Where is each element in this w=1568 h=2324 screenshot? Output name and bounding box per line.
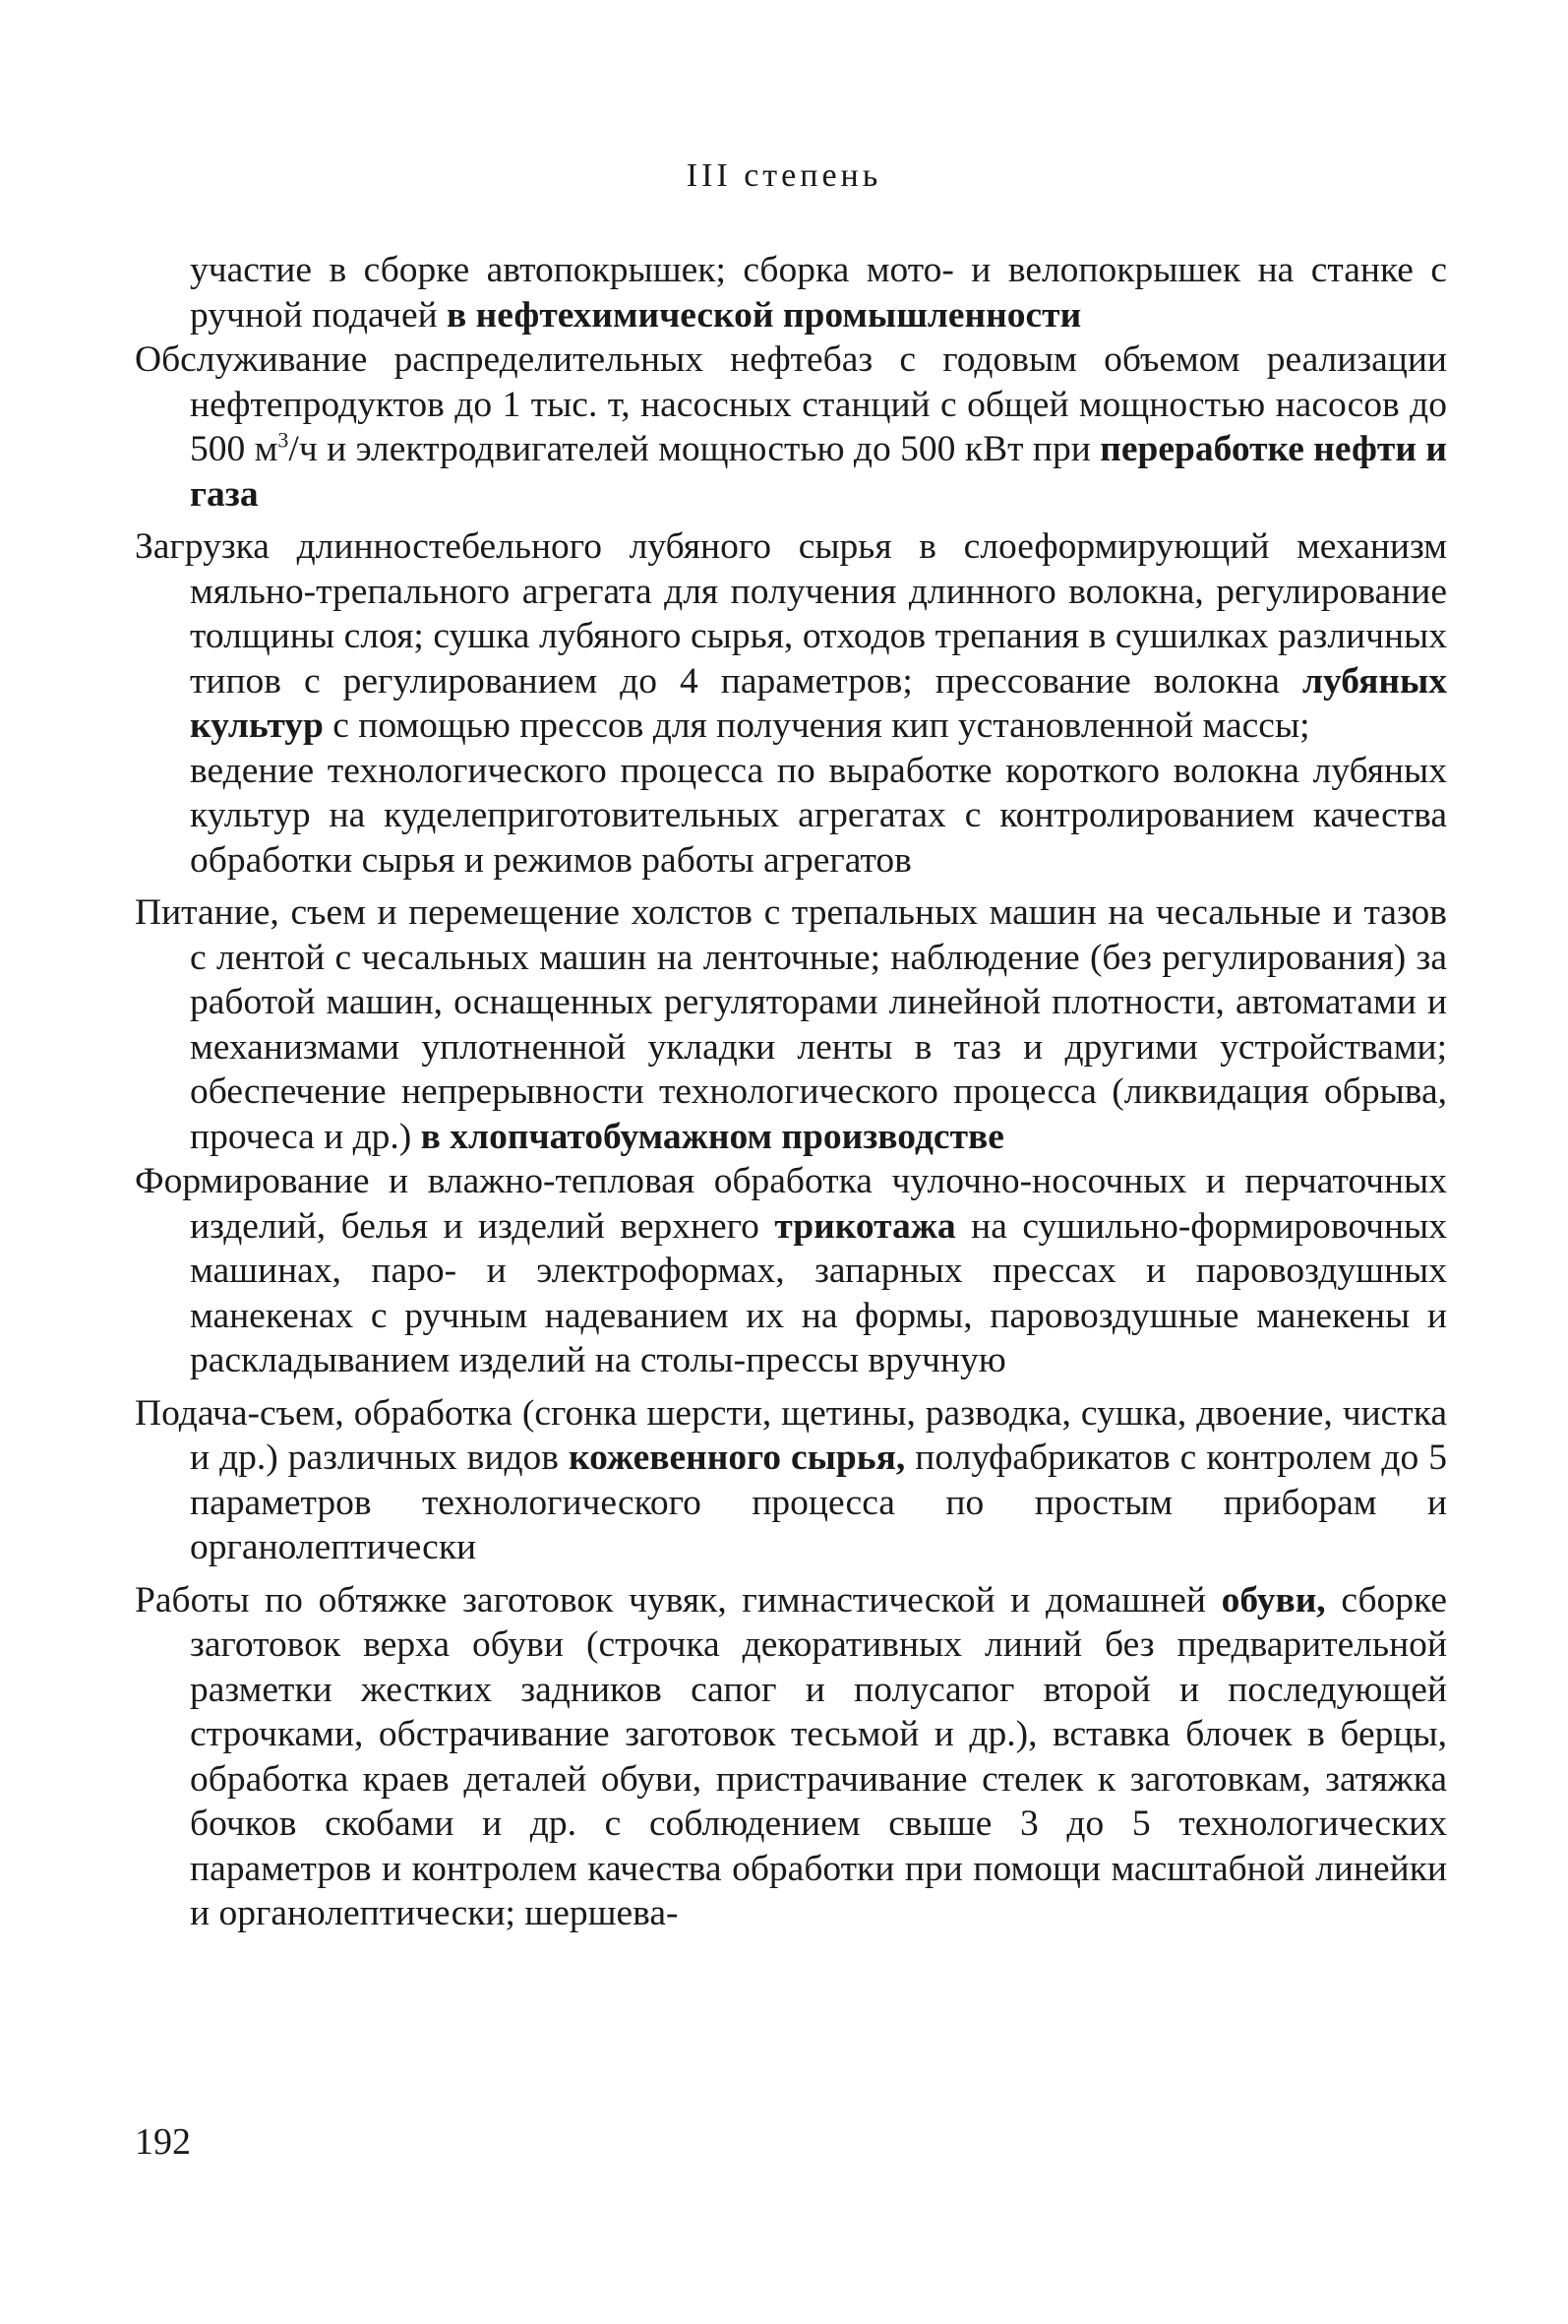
entry-cotton (135, 890, 1447, 1159)
paragraph-text: сборке заготовок верха обуви (строчка декоративных линий без предварительной разметки жестких задников сапог и полусапог второй и последующей строчками, обстрачивание заготовок тесьмой и др.), вставка блочек в берцы, обработка краев деталей обуви, пристрачивание стелек к заготовкам, затяжка бочков скобами и др. с соблюдением свыше 3 до 5 технологических параметров и контролем качества обработки при помощи масштабной линейки и органолептически; шершева- (190, 1579, 1447, 1933)
superscript: 3 (277, 427, 289, 453)
entry-bast-fiber-continued (135, 749, 1447, 884)
paragraph-text: Загрузка длинностебельного лубяного сырья в слоеформирующий механизм мяльно-трепального агрегата для получения длинного волокна, регулирование толщины слоя; сушка лубяного сырья, отходов трепания в сушилках различных типов с регулированием до 4 параметров; прессование волокна (135, 526, 1447, 702)
paragraph-text: Формирование и влажно-тепловая обработка чулочно-носочных и перчаточных изделий, белья и изделий верхнего (135, 1161, 1447, 1247)
paragraph-text: участие в сборке автопокрышек; сборка мото- и велопокрышек на станке с ручной подачей (190, 250, 1447, 336)
paragraph-text: /ч и электродвигателей мощностью до 500 кВт при (288, 429, 1101, 469)
industry-heading: в хлопчатобумажном производстве (420, 1116, 1004, 1157)
paragraph-text: ведение технологического процесса по выработке короткого волокна лубяных культур на куделеприготовительных агрегатах с контролированием качества обработки сырья и режимов работы агрегатов (190, 750, 1447, 881)
entry-leather (135, 1391, 1447, 1570)
entry-knitwear (135, 1159, 1447, 1383)
industry-heading: переработке нефти и газа (190, 429, 1447, 515)
paragraph-text: полуфабрикатов с контролем до 5 параметров технологического процесса по простым приборам и органолептически (190, 1437, 1448, 1567)
paragraph-text: Обслуживание распределительных нефтебаз с годовым объемом реализации нефтепродуктов до 1 тыс. т, насосных станций с общей мощностью насосов до 500 м (135, 339, 1447, 469)
page-number: 192 (135, 2121, 191, 2163)
industry-heading: лубяных культур (190, 660, 1447, 746)
entry-bast-fiber (135, 524, 1447, 749)
industry-heading: обуви, (1221, 1579, 1326, 1621)
paragraph-text: на сушильно-формировочных машинах, паро- и электроформах, запарных прессах и паровоздушных манекенах с ручным надеванием их на формы, паровоздушные манекены и раскладыванием изделий на столы-прессы вручную (190, 1205, 1448, 1380)
industry-heading: в нефтехимической промышленности (447, 294, 1082, 336)
running-head: III степень (686, 157, 882, 194)
paragraph-continuation (135, 248, 1447, 337)
paragraph-text: с помощью прессов для получения кип установленной массы; (323, 705, 1310, 746)
paragraph-text: Работы по обтяжке заготовок чувяк, гимнастической и домашней (135, 1579, 1222, 1621)
entry-footwear (135, 1578, 1447, 1936)
page-body (135, 248, 1447, 1936)
paragraph-text: Питание, съем и перемещение холстов с трепальных машин на чесальные и тазов с лентой с чесальных машин на ленточные; наблюдение (без регулирования) за работой машин, оснащенных регуляторами линейной плотности, автоматами и механизмами уплотненной укладки ленты в таз и другими устройствами; обеспечение непрерывности технологического процесса (ликвидация обрыва, прочеса и др.) (135, 892, 1447, 1157)
paragraph-text: Подача-съем, обработка (сгонка шерсти, щетины, разводка, сушка, двоение, чистка и др.) различных видов (135, 1392, 1447, 1478)
industry-heading: трикотажа (774, 1205, 956, 1247)
industry-heading: кожевенного сырья, (569, 1437, 906, 1478)
entry-oil-depots (135, 337, 1447, 517)
